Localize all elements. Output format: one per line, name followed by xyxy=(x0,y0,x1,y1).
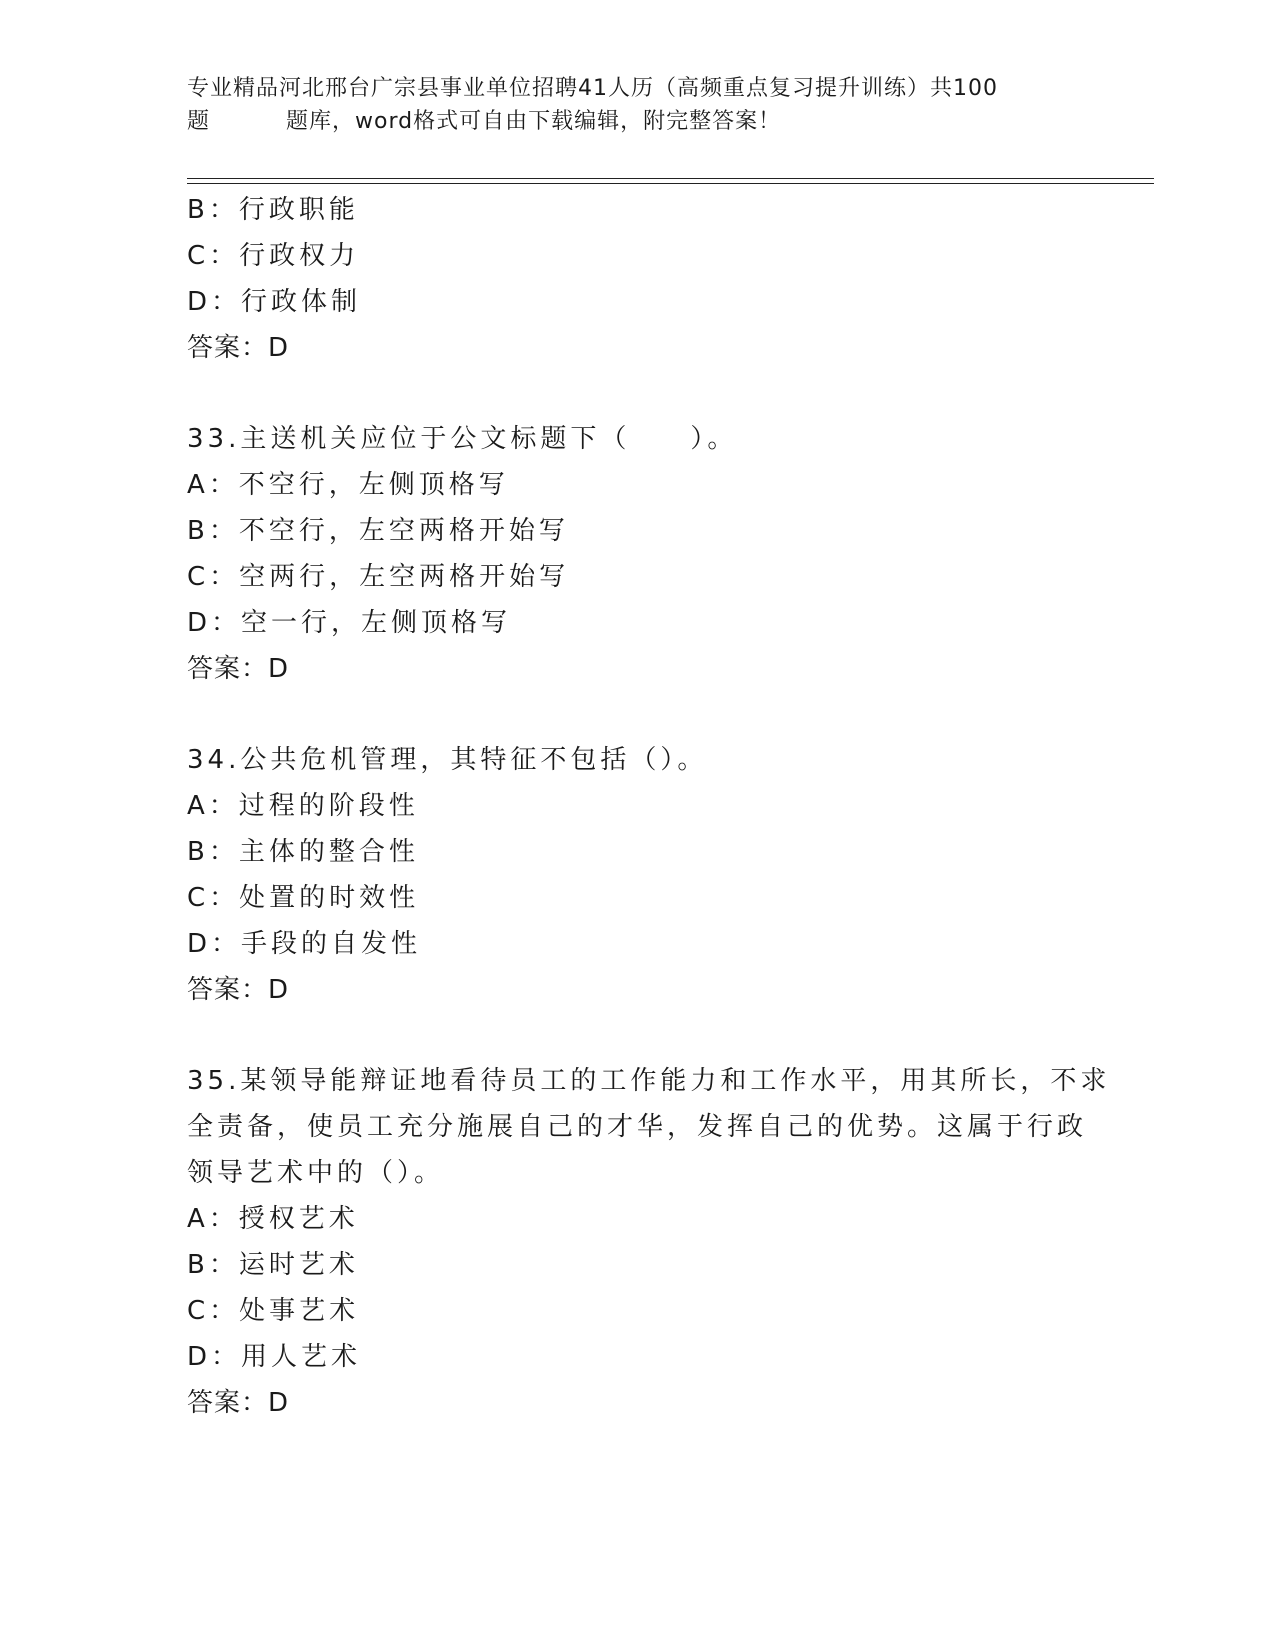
option-a: A：授权艺术 xyxy=(187,1204,359,1234)
option-b: B：行政职能 xyxy=(187,195,359,225)
question-block-35 xyxy=(187,1058,1111,1426)
header-line-1: 专业精品河北邢台广宗县事业单位招聘41人历（高频重点复习提升训练）共100 xyxy=(187,76,998,101)
option-d: D：空一行，左侧顶格写 xyxy=(187,608,512,638)
option-d: D：用人艺术 xyxy=(187,1342,362,1372)
option-a: A：不空行，左侧顶格写 xyxy=(187,470,509,500)
answer-line: 答案：D xyxy=(187,333,290,363)
option-b: B：运时艺术 xyxy=(187,1250,359,1280)
question-text-line-1: 35.某领导能辩证地看待员工的工作能力和工作水平，用其所长，不求 xyxy=(187,1066,1111,1096)
option-c: C：空两行，左空两格开始写 xyxy=(187,562,570,592)
option-c: C：处事艺术 xyxy=(187,1296,360,1326)
question-text: 34.公共危机管理，其特征不包括（）。 xyxy=(187,745,708,775)
question-block-33 xyxy=(187,416,1087,692)
page-header xyxy=(187,72,1077,138)
header-line-2-end: 题库，word格式可自由下载编辑，附完整答案！ xyxy=(286,109,782,134)
question-block-34 xyxy=(187,737,1087,1013)
option-c: C：处置的时效性 xyxy=(187,883,420,913)
option-c: C：行政权力 xyxy=(187,241,360,271)
question-text xyxy=(187,1058,1111,1196)
question-text-line-3: 领导艺术中的（）。 xyxy=(187,1158,445,1188)
option-d: D：行政体制 xyxy=(187,287,362,317)
answer-line: 答案：D xyxy=(187,1388,290,1418)
question-text: 33.主送机关应位于公文标题下（ ）。 xyxy=(187,424,738,454)
document-body xyxy=(187,187,1111,1426)
option-b: B：不空行，左空两格开始写 xyxy=(187,516,569,546)
option-d: D：手段的自发性 xyxy=(187,929,422,959)
header-rule-bottom xyxy=(187,183,1154,184)
question-text-line-2: 全责备，使员工充分施展自己的才华，发挥自己的优势。这属于行政 xyxy=(187,1112,1088,1142)
question-block-32 xyxy=(187,187,1087,371)
header-rule-top xyxy=(187,178,1154,179)
header-line-2-start: 题 xyxy=(187,109,211,134)
answer-line: 答案：D xyxy=(187,975,290,1005)
option-a: A：过程的阶段性 xyxy=(187,791,419,821)
header-line-2 xyxy=(187,105,1077,138)
option-b: B：主体的整合性 xyxy=(187,837,419,867)
answer-line: 答案：D xyxy=(187,654,290,684)
